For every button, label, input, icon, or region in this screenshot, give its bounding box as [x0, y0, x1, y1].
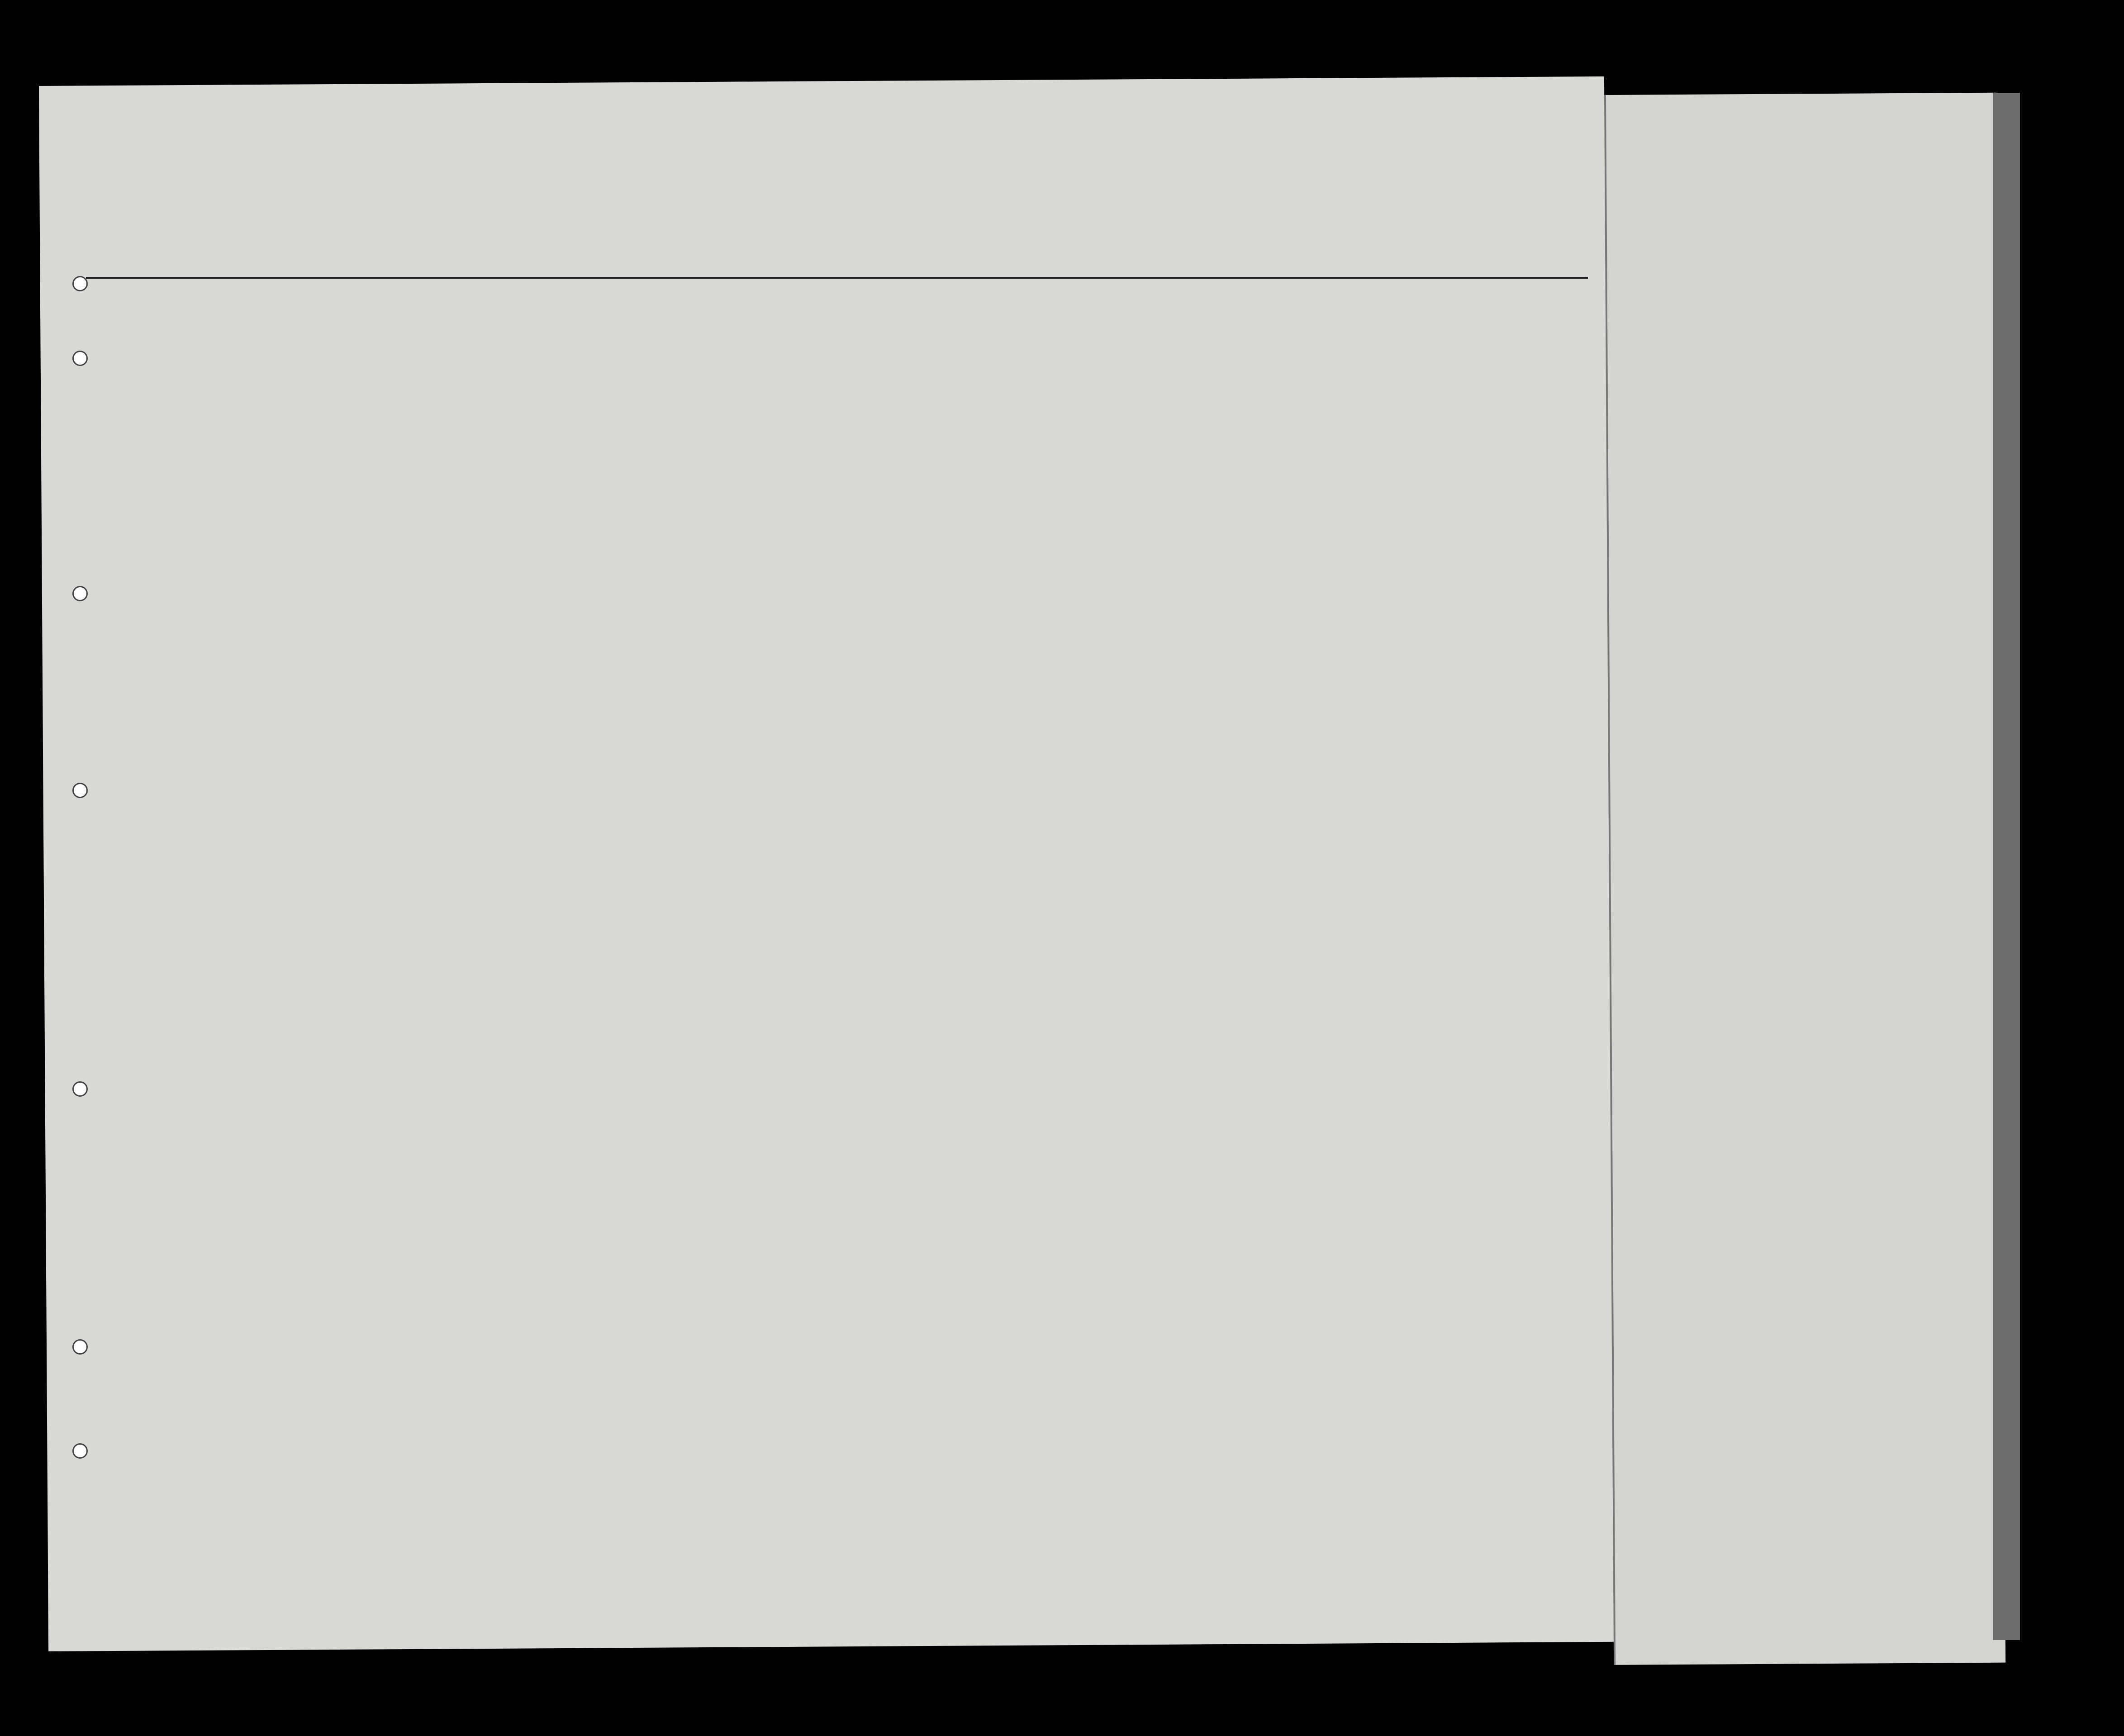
form-sheet-right: [1604, 93, 2005, 1665]
punch-hole: [72, 586, 88, 601]
page-edge: [1993, 93, 2020, 1640]
form-sheet-main: [39, 76, 1614, 1651]
punch-hole: [72, 351, 88, 366]
punch-hole: [72, 783, 88, 798]
punch-hole: [72, 276, 88, 291]
punch-hole: [72, 1339, 88, 1355]
punch-hole: [72, 1443, 88, 1459]
punch-hole: [72, 1081, 88, 1097]
header-rule: [86, 277, 1588, 279]
